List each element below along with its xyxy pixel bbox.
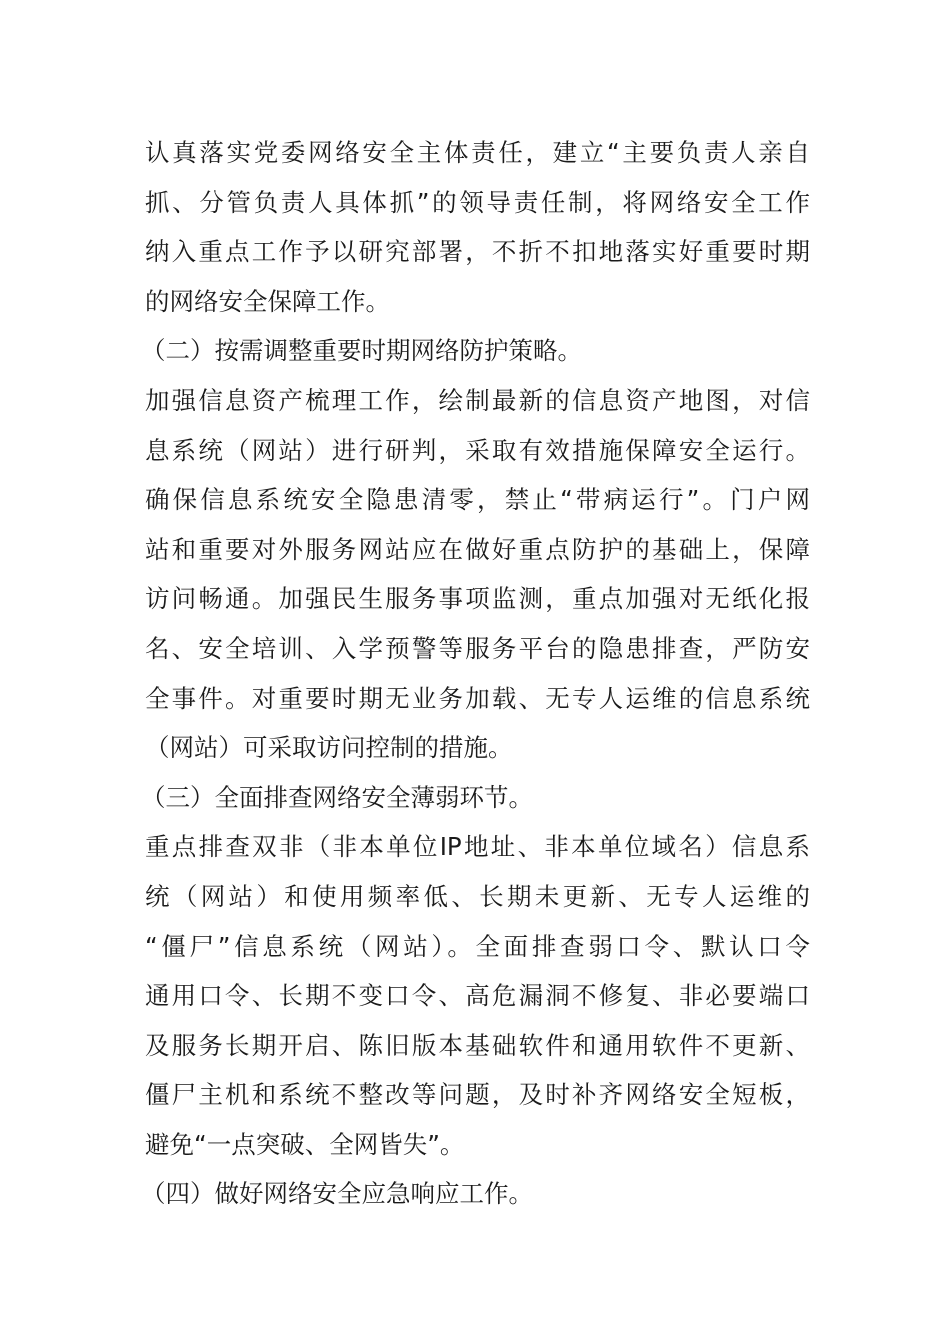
- text-line: 通用口令、长期不变口令、高危漏洞不修复、非必要端口: [145, 981, 810, 1011]
- text-line: 息系统（网站）进行研判，采取有效措施保障安全运行。: [145, 435, 810, 465]
- text-line: 名、安全培训、入学预警等服务平台的隐患排查，严防安: [145, 633, 810, 663]
- text-line: 僵尸主机和系统不整改等问题，及时补齐网络安全短板，: [145, 1080, 810, 1110]
- text-line: 抓、分管负责人具体抓”的领导责任制，将网络安全工作: [145, 187, 810, 217]
- text-line: 纳入重点工作予以研究部署，不折不扣地落实好重要时期: [145, 237, 810, 267]
- text-line: 及服务长期开启、陈旧版本基础软件和通用软件不更新、: [145, 1030, 810, 1060]
- text-line: （网站）可采取访问控制的措施。: [145, 733, 513, 763]
- document-body: [141, 128, 810, 1219]
- text-line: 统（网站）和使用频率低、长期未更新、无专人运维的: [145, 881, 810, 911]
- section-heading: （四）做好网络安全应急响应工作。: [141, 1179, 533, 1209]
- text-line: 重点排查双非（非本单位IP地址、非本单位域名）信息系: [145, 832, 810, 862]
- text-line: 站和重要对外服务网站应在做好重点防护的基础上，保障: [145, 534, 810, 564]
- section-heading: （三）全面排查网络安全薄弱环节。: [141, 782, 533, 812]
- text-line: 全事件。对重要时期无业务加载、无专人运维的信息系统: [145, 683, 810, 713]
- section-heading: （二）按需调整重要时期网络防护策略。: [141, 336, 582, 366]
- text-line: “僵尸”信息系统（网站）。全面排查弱口令、默认口令: [145, 931, 810, 961]
- text-line: 避免“一点突破、全网皆失”。: [145, 1129, 465, 1159]
- text-line: 加强信息资产梳理工作，绘制最新的信息资产地图，对信: [145, 385, 810, 415]
- text-line: 确保信息系统安全隐患清零，禁止“带病运行”。门户网: [145, 485, 810, 515]
- text-line: 认真落实党委网络安全主体责任，建立“主要负责人亲自: [145, 138, 810, 167]
- text-line: 访问畅通。加强民生服务事项监测，重点加强对无纸化报: [145, 584, 810, 614]
- text-line: 的网络安全保障工作。: [145, 286, 390, 316]
